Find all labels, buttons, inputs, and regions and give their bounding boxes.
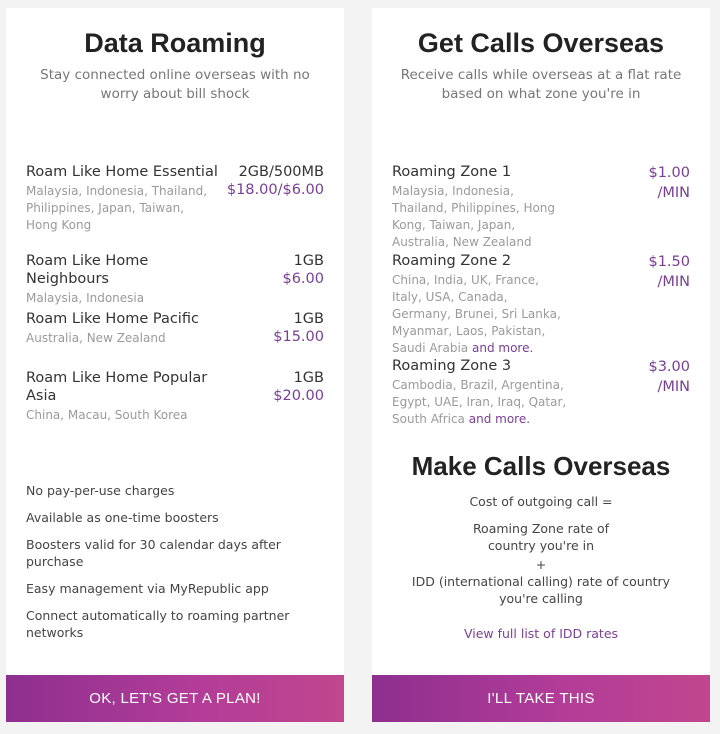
feature-item: No pay-per-use charges [26, 483, 175, 498]
zone-row-1 [392, 163, 690, 251]
make-calls-title: Make Calls Overseas [411, 451, 671, 481]
plan-name: Roam Like Home Pacific [26, 311, 199, 327]
plan-countries: China, Macau, South Korea [26, 408, 188, 422]
plan-price: $20.00 [273, 388, 324, 404]
plan-row-neighbours [26, 252, 324, 307]
zone-countries: Cambodia, Brazil, Argentina, Egypt, UAE, Iran, Iraq, Qatar, South Africa and more. [392, 378, 567, 426]
plan-data-amount: 2GB/500MB [238, 164, 324, 180]
plan-countries: Malaysia, Indonesia, Thailand, Philippines, Japan, Taiwan, Hong Kong [26, 184, 208, 232]
zone-name: Roaming Zone 2 [392, 253, 512, 269]
zone-row-2 [392, 252, 690, 357]
zone-rate: $1.00 [648, 165, 690, 181]
plan-data-amount: 1GB [293, 253, 324, 269]
calls-overseas-subtitle: Receive calls while overseas at a flat rate based on what zone you're in [400, 67, 682, 102]
plan-price: $15.00 [273, 329, 324, 345]
plan-row-essential [26, 163, 324, 234]
plan-countries: Malaysia, Indonesia [26, 291, 145, 305]
idd-rate-line: IDD (international calling) rate of country you're calling [411, 574, 671, 606]
and-more-link[interactable]: and more. [468, 412, 531, 426]
zone-name: Roaming Zone 3 [392, 358, 512, 374]
plan-name: Roam Like Home Neighbours [26, 253, 149, 287]
calls-overseas-title: Get Calls Overseas [417, 28, 665, 58]
feature-list [26, 482, 304, 651]
zone-countries: Malaysia, Indonesia, Thailand, Philippines, Hong Kong, Taiwan, Japan, Australia, New Zealand [392, 184, 556, 249]
plan-price: $6.00 [282, 271, 324, 287]
feature-item: Available as one-time boosters [26, 510, 219, 525]
plan-countries: Australia, New Zealand [26, 331, 166, 345]
zone-rate-line: Roaming Zone rate of country you're in [472, 521, 610, 553]
plan-price: $18.00/$6.00 [226, 182, 324, 198]
data-roaming-card [6, 8, 344, 722]
zone-row-3 [392, 357, 690, 428]
calls-overseas-card [372, 8, 710, 722]
plan-data-amount: 1GB [293, 370, 324, 386]
plan-name: Roam Like Home Popular Asia [26, 370, 208, 404]
zone-rate-unit: /MIN [657, 274, 690, 290]
take-this-button[interactable]: I'LL TAKE THIS [372, 675, 710, 722]
and-more-link[interactable]: and more. [471, 341, 534, 355]
feature-item: Boosters valid for 30 calendar days after purchase [26, 537, 281, 569]
plan-data-amount: 1GB [293, 311, 324, 327]
zone-name: Roaming Zone 1 [392, 164, 512, 180]
zone-rate: $1.50 [648, 254, 690, 270]
zone-rate-unit: /MIN [657, 379, 690, 395]
plus-sign: + [535, 557, 547, 572]
data-roaming-title: Data Roaming [84, 28, 266, 58]
zone-rate-unit: /MIN [657, 185, 690, 201]
feature-item: Easy management via MyRepublic app [26, 581, 269, 596]
zone-rate: $3.00 [648, 359, 690, 375]
feature-item: Connect automatically to roaming partner networks [26, 608, 290, 640]
plan-row-popular-asia [26, 369, 324, 424]
idd-rates-link[interactable]: View full list of IDD rates [463, 626, 619, 641]
data-roaming-subtitle: Stay connected online overseas with no worry about bill shock [40, 67, 310, 102]
plan-row-pacific [26, 310, 324, 347]
get-a-plan-button[interactable]: OK, LET'S GET A PLAN! [6, 675, 344, 722]
cost-line: Cost of outgoing call = [469, 494, 613, 509]
zone-countries: China, India, UK, France, Italy, USA, Canada, Germany, Brunei, Sri Lanka, Myanmar, Laos, Pakistan, Saudi Arabia and more. [392, 273, 561, 355]
plan-name: Roam Like Home Essential [26, 164, 218, 180]
